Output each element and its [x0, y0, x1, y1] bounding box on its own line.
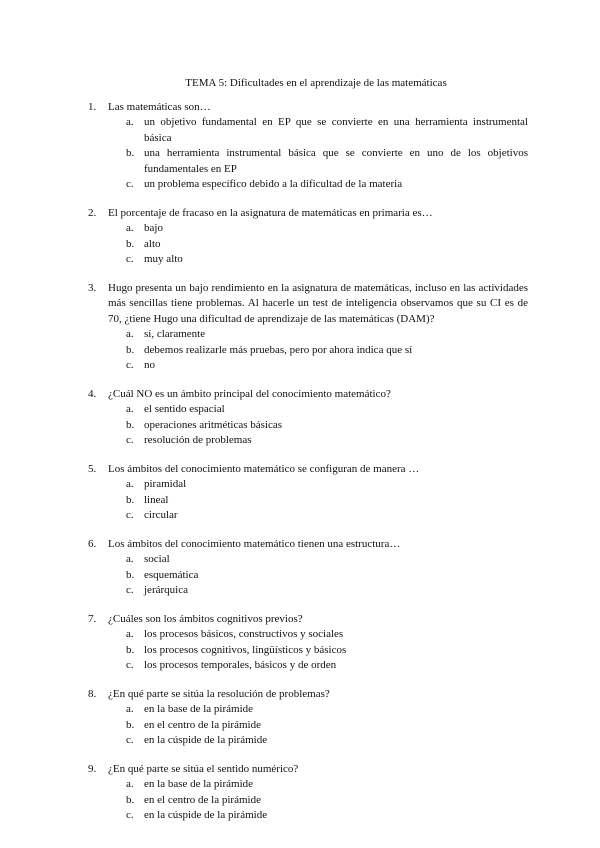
- option-text: un problema específico debido a la dificultad de la materia: [144, 178, 403, 190]
- option-letter: a.: [126, 328, 134, 340]
- option-list: [108, 552, 528, 599]
- answer-option: [108, 343, 528, 359]
- option-text: los procesos temporales, básicos y de orden: [144, 659, 337, 671]
- option-letter: c.: [126, 509, 134, 521]
- option-text: alto: [144, 237, 161, 250]
- option-letter: c.: [126, 359, 134, 371]
- answer-option: [108, 568, 528, 584]
- question-number: 7.: [88, 612, 97, 625]
- option-letter: b.: [126, 568, 135, 581]
- option-text: los procesos cognitivos, lingüísticos y básicos: [144, 643, 347, 656]
- answer-option: [108, 793, 528, 809]
- option-text: en el centro de la pirámide: [144, 793, 261, 806]
- option-text: un objetivo fundamental en EP que se convierte en una herramienta instrumental básica: [144, 116, 528, 144]
- option-text: en la cúspide de la pirámide: [144, 734, 268, 746]
- option-list: [108, 627, 528, 674]
- answer-option: [108, 777, 528, 793]
- question-7: [88, 612, 528, 674]
- option-letter: b.: [126, 418, 135, 431]
- option-letter: a.: [126, 703, 134, 715]
- question-text: ¿En qué parte se sitúa el sentido numérico?: [108, 762, 299, 775]
- document-title: TEMA 5: Dificultades en el aprendizaje de las matemáticas: [185, 77, 447, 89]
- answer-option: [108, 718, 528, 734]
- answer-option: [108, 237, 528, 253]
- question-number: 5.: [88, 462, 97, 475]
- option-letter: c.: [126, 584, 134, 596]
- question-5: [88, 462, 528, 524]
- option-text: muy alto: [144, 253, 183, 265]
- question-number: 6.: [88, 537, 97, 550]
- question-text: El porcentaje de fracaso en la asignatura de matemáticas en primaria es…: [108, 206, 433, 219]
- option-letter: b.: [126, 643, 135, 656]
- option-text: en el centro de la pirámide: [144, 718, 261, 731]
- answer-option: [108, 493, 528, 509]
- option-text: circular: [144, 509, 178, 521]
- option-text: bajo: [144, 222, 163, 234]
- option-text: social: [144, 553, 170, 565]
- question-4: [88, 387, 528, 449]
- option-letter: c.: [126, 178, 134, 190]
- question-number: 9.: [88, 762, 97, 775]
- option-text: esquemática: [144, 568, 199, 581]
- question-1: [88, 100, 528, 193]
- answer-option: [108, 702, 528, 718]
- option-list: [108, 402, 528, 449]
- option-letter: a.: [126, 116, 134, 128]
- answer-option: [108, 477, 528, 493]
- question-9: [88, 762, 528, 824]
- option-list: [108, 477, 528, 524]
- answer-option: [108, 402, 528, 418]
- option-text: en la cúspide de la pirámide: [144, 809, 268, 821]
- question-number: 3.: [88, 281, 97, 294]
- answer-option: [108, 358, 528, 374]
- answer-option: [108, 177, 528, 193]
- option-letter: b.: [126, 493, 135, 506]
- question-text: Las matemáticas son…: [108, 100, 211, 113]
- answer-option: [108, 146, 528, 177]
- answer-option: [108, 552, 528, 568]
- option-letter: b.: [126, 718, 135, 731]
- option-letter: a.: [126, 403, 134, 415]
- option-list: [108, 777, 528, 824]
- option-letter: a.: [126, 628, 134, 640]
- option-text: sí, claramente: [144, 328, 206, 340]
- answer-option: [108, 115, 528, 146]
- option-text: en la base de la pirámide: [144, 703, 254, 715]
- question-8: [88, 687, 528, 749]
- answer-option: [108, 508, 528, 524]
- option-letter: a.: [126, 478, 134, 490]
- option-text: una herramienta instrumental básica que se convierte en uno de los objetivos fundamentales en EP: [144, 147, 528, 175]
- question-number: 1.: [88, 100, 97, 113]
- option-text: lineal: [144, 493, 169, 506]
- option-letter: c.: [126, 434, 134, 446]
- answer-option: [108, 252, 528, 268]
- option-letter: c.: [126, 809, 134, 821]
- option-letter: a.: [126, 553, 134, 565]
- answer-option: [108, 327, 528, 343]
- question-3: [88, 281, 528, 374]
- question-text: ¿Cuál NO es un ámbito principal del conocimiento matemático?: [108, 387, 391, 400]
- option-list: [108, 702, 528, 749]
- question-text: Los ámbitos del conocimiento matemático se configuran de manera …: [108, 462, 420, 475]
- question-number: 8.: [88, 687, 97, 700]
- question-list: [88, 100, 528, 824]
- answer-option: [108, 658, 528, 674]
- option-letter: a.: [126, 222, 134, 234]
- option-letter: c.: [126, 734, 134, 746]
- question-6: [88, 537, 528, 599]
- option-letter: b.: [126, 793, 135, 806]
- option-text: no: [144, 359, 155, 371]
- question-text: Hugo presenta un bajo rendimiento en la asignatura de matemáticas, incluso en las actividades más sencillas tiene problemas. Al hacerle un test de inteligencia observamos que su CI es de 70, ¿tiene Hugo una dificultad de aprendizaje de las matemáticas (DAM)?: [108, 281, 528, 325]
- answer-option: [108, 433, 528, 449]
- answer-option: [108, 808, 528, 824]
- option-letter: c.: [126, 659, 134, 671]
- question-text: ¿Cuáles son los ámbitos cognitivos previos?: [108, 612, 303, 625]
- question-text: ¿En qué parte se sitúa la resolución de problemas?: [108, 687, 330, 700]
- option-list: [108, 221, 528, 268]
- option-letter: c.: [126, 253, 134, 265]
- option-text: resolución de problemas: [144, 434, 252, 446]
- answer-option: [108, 643, 528, 659]
- option-text: en la base de la pirámide: [144, 778, 254, 790]
- option-list: [108, 115, 528, 193]
- option-letter: b.: [126, 147, 135, 159]
- option-letter: b.: [126, 237, 135, 250]
- option-text: jerárquica: [144, 584, 188, 596]
- option-text: el sentido espacial: [144, 403, 225, 415]
- option-letter: b.: [126, 343, 135, 356]
- answer-option: [108, 221, 528, 237]
- question-text: Los ámbitos del conocimiento matemático tienen una estructura…: [108, 537, 401, 550]
- answer-option: [108, 583, 528, 599]
- option-text: operaciones aritméticas básicas: [144, 418, 283, 431]
- answer-option: [108, 733, 528, 749]
- option-letter: a.: [126, 778, 134, 790]
- answer-option: [108, 627, 528, 643]
- answer-option: [108, 418, 528, 434]
- option-text: piramidal: [144, 478, 187, 490]
- option-list: [108, 327, 528, 374]
- option-text: debemos realizarle más pruebas, pero por ahora indica que sí: [144, 343, 413, 356]
- question-number: 4.: [88, 387, 97, 400]
- question-number: 2.: [88, 206, 97, 219]
- option-text: los procesos básicos, constructivos y sociales: [144, 628, 344, 640]
- question-2: [88, 206, 528, 268]
